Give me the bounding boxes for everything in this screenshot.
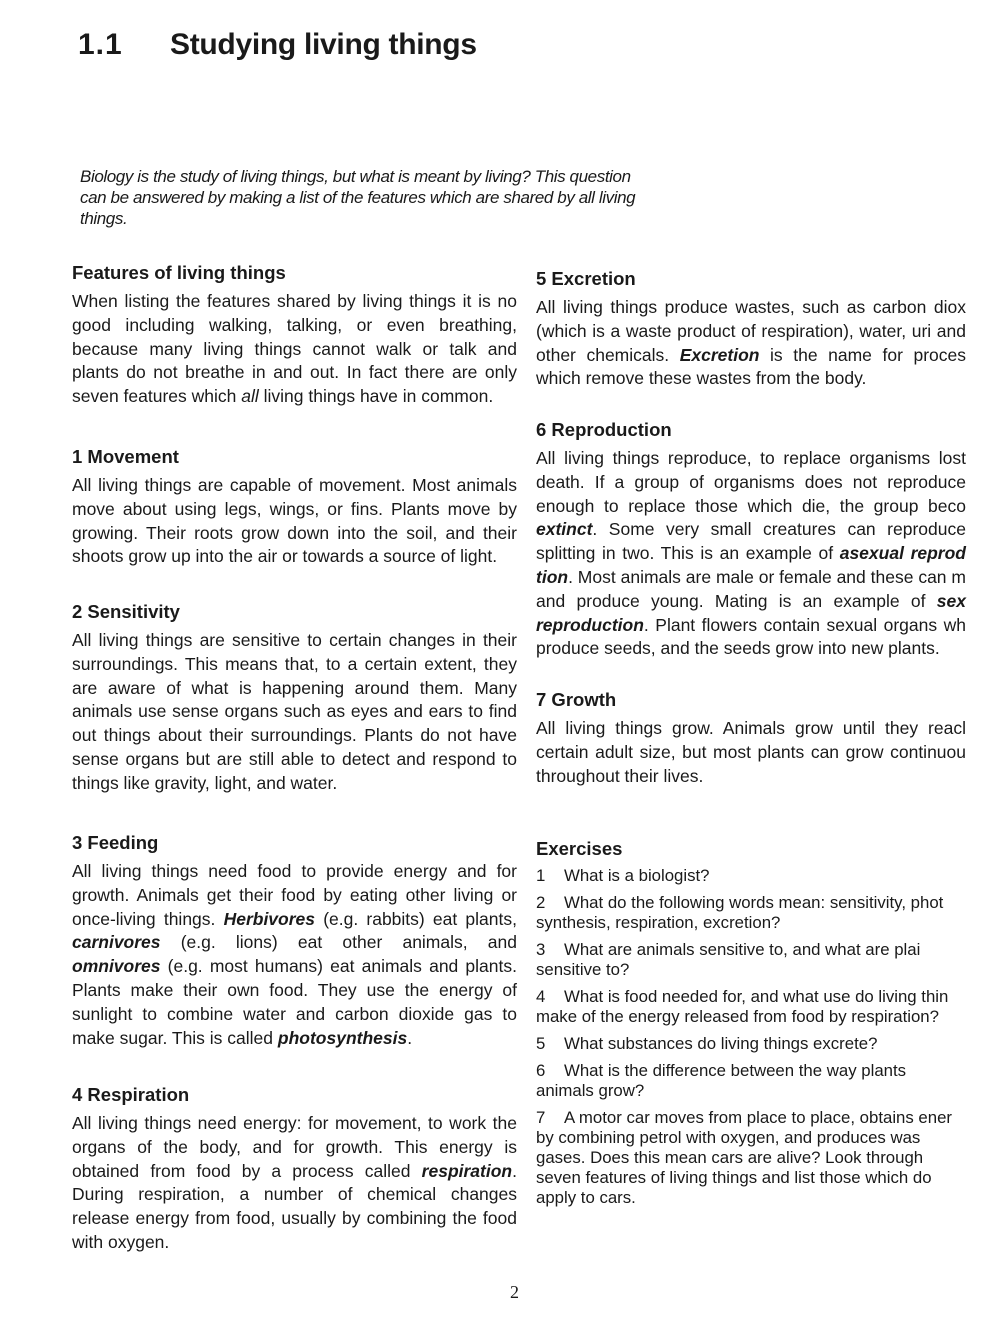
section-heading: 4 Respiration — [72, 1084, 190, 1105]
section-heading: 3 Feeding — [72, 832, 159, 853]
exercise-number: 2 — [536, 893, 546, 912]
section-body: All living things need energy: for movement, to work the organs of the body, and for growth. This energy is obtained from food by a process called respiration. During respiration, a number of chemical changes release energy from food, usually by combining the food with oxygen. — [72, 1113, 517, 1252]
exercise-item — [536, 1108, 966, 1208]
section-heading: 6 Reproduction — [536, 419, 672, 440]
section-features — [72, 262, 517, 409]
section-excretion — [536, 268, 966, 391]
section-body: All living things are sensitive to certain changes in their surroundings. This means that, to a certain extent, they are aware of what is happening around them. Many animals use sense organs such as eyes and ears to find out things about their surroundings. Plants do not have sense organs but are still able to detect and respond to things like gravity, light, and water. — [72, 630, 517, 793]
exercise-text: What do the following words mean: sensitivity, phot synthesis, respiration, excretion? — [536, 893, 944, 932]
exercise-text: What substances do living things excrete? — [564, 1034, 878, 1053]
section-respiration — [72, 1084, 517, 1255]
section-number: 1.1 — [78, 28, 123, 61]
exercise-item — [536, 987, 966, 1027]
section-heading: 7 Growth — [536, 689, 617, 710]
exercise-list — [536, 866, 966, 1208]
exercise-number: 1 — [536, 866, 546, 885]
exercise-item — [536, 1061, 966, 1101]
exercise-item — [536, 1034, 966, 1054]
intro-paragraph: Biology is the study of living things, but what is meant by living? This question can be answered by making a list of the features which are shared by all living things. — [80, 167, 636, 228]
section-heading: 5 Excretion — [536, 268, 636, 289]
exercise-text: What is the difference between the way plants animals grow? — [536, 1061, 907, 1100]
section-heading: 1 Movement — [72, 446, 179, 467]
section-heading: Exercises — [536, 838, 623, 859]
exercise-number: 5 — [536, 1034, 546, 1053]
section-body: All living things grow. Animals grow until they reacl certain adult size, but most plants can grow continuou throughout their lives. — [536, 718, 966, 786]
section-body: All living things reproduce, to replace organisms lost death. If a group of organisms does not reproduce enough to replace those which die, the group beco extinct. Some very small creatures can reproduce splitting in two. This is an example of asexual reprod tion. Most animals are male or female and these can m and produce young. Mating is an example of sex reproduction. Plant flowers contain sexual organs wh produce seeds, and the seeds grow into new plants. — [536, 448, 966, 659]
section-body: All living things are capable of movement. Most animals move about using legs, wings, or fins. Plants move by growing. Their roots grow down into the soil, and their shoots grow up into the air or towards a source of light. — [72, 475, 517, 567]
section-growth — [536, 689, 966, 788]
section-reproduction — [536, 419, 966, 661]
exercise-text: What is food needed for, and what use do living thin make of the energy released from food by respiration? — [536, 987, 949, 1026]
section-exercises — [536, 838, 966, 1215]
exercise-item — [536, 866, 966, 886]
section-body: All living things produce wastes, such as carbon diox (which is a waste product of respiration), water, uri and other chemicals. Excretion is the name for proces which remove these wastes from the body. — [536, 297, 967, 389]
exercise-item — [536, 893, 966, 933]
exercise-text: What is a biologist? — [564, 866, 710, 885]
section-feeding — [72, 832, 517, 1050]
exercise-number: 6 — [536, 1061, 546, 1080]
section-body: When listing the features shared by living things it is no good including walking, talking, or even breathing, because many living things cannot walk or talk and plants do not breathe in and out. In fact there are only seven features which all living things have in common. — [72, 291, 517, 407]
page-title — [78, 28, 477, 62]
section-heading: 2 Sensitivity — [72, 601, 180, 622]
exercise-number: 3 — [536, 940, 546, 959]
page-number: 2 — [510, 1282, 519, 1302]
section-movement — [72, 446, 517, 569]
section-title: Studying living things — [170, 28, 477, 61]
section-body: All living things need food to provide energy and for growth. Animals get their food by eating other living or once-living things. Herbivores (e.g. rabbits) eat plants, carnivores (e.g. lions) eat other animals, and omnivores (e.g. most humans) eat animals and plants. Plants make their own food. They use the energy of sunlight to combine water and carbon dioxide gas to make sugar. This is called photosynthesis. — [72, 861, 517, 1048]
exercise-text: What are animals sensitive to, and what are plai sensitive to? — [536, 940, 921, 979]
exercise-number: 4 — [536, 987, 546, 1006]
section-heading: Features of living things — [72, 262, 286, 283]
exercise-number: 7 — [536, 1108, 546, 1127]
exercise-text: A motor car moves from place to place, obtains ener by combining petrol with oxygen, and produces was gases. Does this mean cars are alive? Look through seven features of living things and list those which do apply to cars. — [536, 1108, 953, 1207]
exercise-item — [536, 940, 966, 980]
section-sensitivity — [72, 601, 517, 796]
